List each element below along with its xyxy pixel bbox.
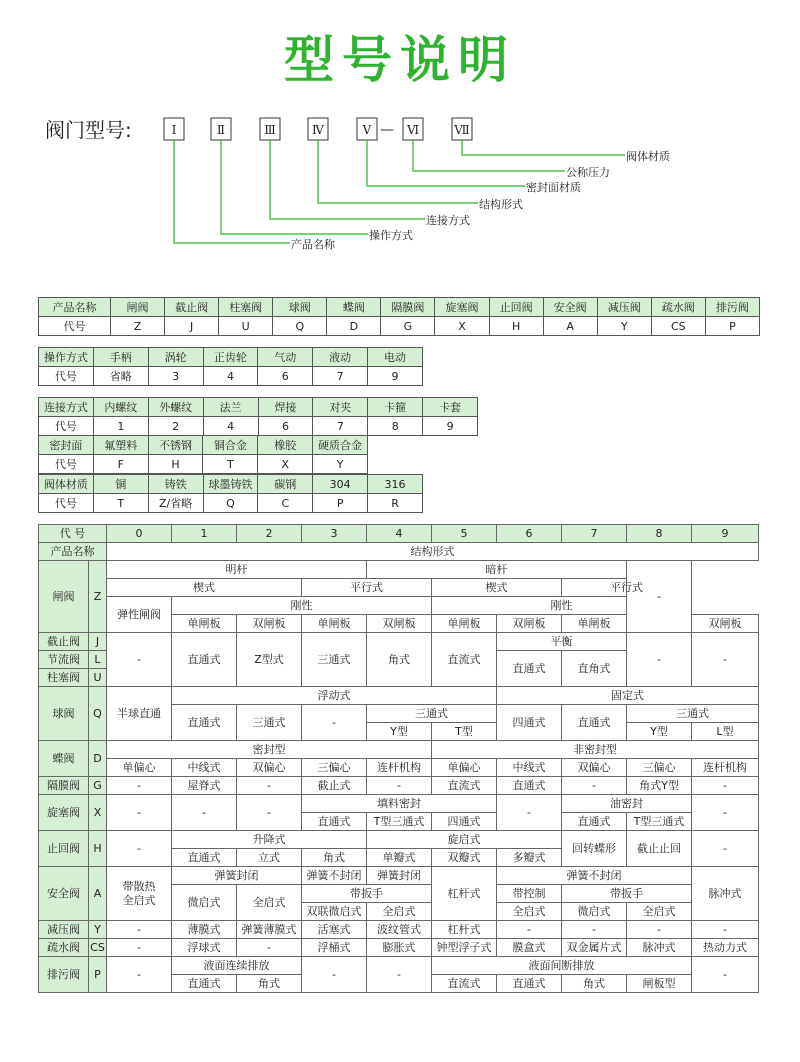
table-cell: - bbox=[627, 921, 692, 939]
table-cell: 内螺纹 bbox=[93, 398, 148, 417]
table-cell: 中线式 bbox=[172, 759, 237, 777]
table-cell: R bbox=[368, 494, 423, 513]
product-code-table bbox=[38, 297, 760, 336]
table-cell: 7 bbox=[313, 417, 368, 436]
table-cell: 带控制 bbox=[497, 885, 562, 903]
digit-header: 3 bbox=[302, 525, 367, 543]
table-cell: H bbox=[148, 455, 203, 474]
table-cell: 蝶阀 bbox=[327, 298, 381, 317]
table-cell: - bbox=[107, 777, 172, 795]
row-code: CS bbox=[89, 939, 107, 957]
table-cell: 直通式 bbox=[497, 777, 562, 795]
table-cell: 固定式 bbox=[497, 687, 759, 705]
table-cell: - bbox=[302, 705, 367, 741]
table-cell: 卡套 bbox=[423, 398, 478, 417]
table-cell: C bbox=[258, 494, 313, 513]
table-cell: 带扳手 bbox=[562, 885, 692, 903]
product-name-header: 产品名称 bbox=[39, 543, 107, 561]
table-cell: 不锈钢 bbox=[148, 436, 203, 455]
table-cell: - bbox=[497, 921, 562, 939]
row-name: 排污阀 bbox=[39, 957, 89, 993]
row-code: Q bbox=[89, 687, 107, 741]
table-cell: Y bbox=[597, 317, 651, 336]
table-cell: - bbox=[107, 921, 172, 939]
row-name: 安全阀 bbox=[39, 867, 89, 921]
table-cell: 3 bbox=[148, 367, 203, 386]
table-cell: 电动 bbox=[368, 348, 423, 367]
code-dash: — bbox=[380, 122, 394, 138]
table-cell: - bbox=[237, 777, 302, 795]
table-cell: - bbox=[237, 939, 302, 957]
table-cell: 单闸板 bbox=[432, 615, 497, 633]
code-box-4-label: Ⅳ bbox=[312, 123, 324, 137]
table-cell: 双偏心 bbox=[237, 759, 302, 777]
legend-connection: 连接方式 bbox=[426, 214, 470, 227]
row-code: Z bbox=[89, 561, 107, 633]
table-cell: 止回阀 bbox=[489, 298, 543, 317]
table-cell: - bbox=[627, 633, 692, 687]
row-name: 疏水阀 bbox=[39, 939, 89, 957]
table-cell: 排污阀 bbox=[705, 298, 759, 317]
table-cell: 全启式 bbox=[367, 903, 432, 921]
page-title: 型号说明 bbox=[284, 31, 516, 89]
table-cell: 直流式 bbox=[432, 633, 497, 687]
table-cell: 安全阀 bbox=[543, 298, 597, 317]
table-cell: 浮球式 bbox=[172, 939, 237, 957]
table-cell: - bbox=[107, 831, 172, 867]
table-cell: 铜 bbox=[93, 475, 148, 494]
row-name: 止回阀 bbox=[39, 831, 89, 867]
table-cell: 对夹 bbox=[313, 398, 368, 417]
code-box-3-label: Ⅲ bbox=[264, 123, 276, 137]
row-code: P bbox=[89, 957, 107, 993]
table-cell: 薄膜式 bbox=[172, 921, 237, 939]
table-cell: - bbox=[692, 957, 759, 993]
table-cell: Y型 bbox=[367, 723, 432, 741]
table-cell: Q bbox=[203, 494, 258, 513]
table-cell: 代号 bbox=[39, 317, 111, 336]
table-cell: 省略 bbox=[93, 367, 148, 386]
body-material-code-table bbox=[38, 474, 423, 513]
table-cell: - bbox=[692, 633, 759, 687]
table-cell: 直通式 bbox=[172, 705, 237, 741]
table-cell: 304 bbox=[313, 475, 368, 494]
table-cell: F bbox=[93, 455, 148, 474]
row-code: D bbox=[89, 741, 107, 777]
code-box-7-label: Ⅶ bbox=[454, 123, 470, 137]
row-name: 柱塞阀 bbox=[39, 669, 89, 687]
table-cell: 非密封型 bbox=[432, 741, 759, 759]
table-cell: 角式 bbox=[562, 975, 627, 993]
table-cell: G bbox=[381, 317, 435, 336]
table-cell: - bbox=[692, 921, 759, 939]
row-code: G bbox=[89, 777, 107, 795]
table-cell: 全启式 bbox=[237, 885, 302, 921]
table-cell: T bbox=[93, 494, 148, 513]
table-cell: H bbox=[489, 317, 543, 336]
seal-code-table bbox=[38, 435, 368, 474]
table-cell: 膨胀式 bbox=[367, 939, 432, 957]
table-cell: 膜盒式 bbox=[497, 939, 562, 957]
table-cell: - bbox=[367, 957, 432, 993]
table-cell: 9 bbox=[368, 367, 423, 386]
table-cell: P bbox=[705, 317, 759, 336]
table-cell: T型 bbox=[432, 723, 497, 741]
table-cell: 屋脊式 bbox=[172, 777, 237, 795]
table-cell: 楔式 bbox=[432, 579, 562, 597]
table-cell: - bbox=[562, 777, 627, 795]
table-cell: 铸铁 bbox=[148, 475, 203, 494]
table-cell: 9 bbox=[423, 417, 478, 436]
digit-header: 5 bbox=[432, 525, 497, 543]
table-cell: 浮桶式 bbox=[302, 939, 367, 957]
table-cell: 油密封 bbox=[562, 795, 692, 813]
table-cell: 三偏心 bbox=[302, 759, 367, 777]
table-cell: 闸阀 bbox=[111, 298, 165, 317]
table-cell: 半球直通 bbox=[107, 687, 172, 741]
table-cell: 4 bbox=[203, 367, 258, 386]
table-cell: 涡轮 bbox=[148, 348, 203, 367]
table-cell: 密封面 bbox=[39, 436, 94, 455]
table-cell: 热动力式 bbox=[692, 939, 759, 957]
table-cell: 铜合金 bbox=[203, 436, 258, 455]
table-cell: 刚性 bbox=[432, 597, 692, 615]
table-cell: 单偏心 bbox=[107, 759, 172, 777]
row-name: 减压阀 bbox=[39, 921, 89, 939]
table-cell: 平行式 bbox=[302, 579, 432, 597]
table-cell: 双联微启式 bbox=[302, 903, 367, 921]
table-cell: 液面连续排放 bbox=[172, 957, 302, 975]
row-code: U bbox=[89, 669, 107, 687]
table-cell: 四通式 bbox=[432, 813, 497, 831]
table-cell: 手柄 bbox=[93, 348, 148, 367]
table-cell: 脉冲式 bbox=[627, 939, 692, 957]
table-cell: 双闸板 bbox=[692, 615, 759, 633]
digit-header: 2 bbox=[237, 525, 302, 543]
table-cell: 楔式 bbox=[107, 579, 302, 597]
table-cell: Z/省略 bbox=[148, 494, 203, 513]
row-code: X bbox=[89, 795, 107, 831]
table-cell: 角式Y型 bbox=[627, 777, 692, 795]
table-cell: - bbox=[237, 795, 302, 831]
connection-code-table bbox=[38, 397, 478, 436]
table-cell: 直通式 bbox=[172, 975, 237, 993]
table-cell: X bbox=[435, 317, 489, 336]
table-cell: 全启式 bbox=[497, 903, 562, 921]
table-cell: 角式 bbox=[302, 849, 367, 867]
table-cell: 三通式 bbox=[237, 705, 302, 741]
table-cell: X bbox=[258, 455, 313, 474]
table-cell: 截止式 bbox=[302, 777, 367, 795]
table-cell: 直通式 bbox=[562, 705, 627, 741]
table-cell: 弹簧封闭 bbox=[172, 867, 302, 885]
table-cell: 全启式 bbox=[627, 903, 692, 921]
table-cell: 截止止回 bbox=[627, 831, 692, 867]
table-cell: 连杆机构 bbox=[692, 759, 759, 777]
legend-operation: 操作方式 bbox=[369, 229, 413, 242]
table-cell: Y型 bbox=[627, 723, 692, 741]
cell-line: 全启式 bbox=[122, 893, 156, 907]
table-cell: 脉冲式 bbox=[692, 867, 759, 921]
table-cell: 截止阀 bbox=[165, 298, 219, 317]
table-cell: 球阀 bbox=[273, 298, 327, 317]
table-cell: T bbox=[203, 455, 258, 474]
table-cell: 1 bbox=[93, 417, 148, 436]
table-cell: 直通式 bbox=[172, 849, 237, 867]
table-cell: 代号 bbox=[39, 455, 94, 474]
table-cell: - bbox=[107, 957, 172, 993]
table-cell: Z型式 bbox=[237, 633, 302, 687]
table-cell: - bbox=[562, 921, 627, 939]
table-cell: 单闸板 bbox=[562, 615, 627, 633]
table-cell: 球墨铸铁 bbox=[203, 475, 258, 494]
table-cell: 液面间断排放 bbox=[432, 957, 692, 975]
digit-header: 8 bbox=[627, 525, 692, 543]
table-cell: 密封型 bbox=[107, 741, 432, 759]
table-cell: 卡箍 bbox=[368, 398, 423, 417]
table-cell: 橡胶 bbox=[258, 436, 313, 455]
row-name: 截止阀 bbox=[39, 633, 89, 651]
table-cell: L型 bbox=[692, 723, 759, 741]
model-code-diagram bbox=[0, 0, 800, 260]
table-cell: 直通式 bbox=[302, 813, 367, 831]
model-label: 阀门型号: bbox=[45, 118, 132, 142]
table-cell: 6 bbox=[258, 367, 313, 386]
row-code: L bbox=[89, 651, 107, 669]
table-cell: 单闸板 bbox=[172, 615, 237, 633]
table-cell: - bbox=[107, 939, 172, 957]
table-cell: 焊接 bbox=[258, 398, 313, 417]
table-cell: 液动 bbox=[313, 348, 368, 367]
table-cell: 弹簧薄膜式 bbox=[237, 921, 302, 939]
table-cell: 单瓣式 bbox=[367, 849, 432, 867]
table-cell: - bbox=[497, 795, 562, 831]
row-name: 隔膜阀 bbox=[39, 777, 89, 795]
row-code: Y bbox=[89, 921, 107, 939]
code-box-5-label: Ⅴ bbox=[362, 123, 372, 137]
table-cell: 单偏心 bbox=[432, 759, 497, 777]
table-cell: T型三通式 bbox=[367, 813, 432, 831]
legend-pressure: 公称压力 bbox=[566, 166, 610, 179]
code-header: 代 号 bbox=[39, 525, 107, 543]
table-cell: 闸板型 bbox=[627, 975, 692, 993]
table-cell: 气动 bbox=[258, 348, 313, 367]
table-cell: 波纹管式 bbox=[367, 921, 432, 939]
table-cell: 杠杆式 bbox=[432, 867, 497, 921]
table-cell: 连杆机构 bbox=[367, 759, 432, 777]
table-cell: 弹簧不封闭 bbox=[497, 867, 692, 885]
legend-seal-material: 密封面材质 bbox=[526, 181, 581, 194]
table-cell: 明杆 bbox=[107, 561, 367, 579]
table-cell: 操作方式 bbox=[39, 348, 94, 367]
table-cell: 角式 bbox=[367, 633, 432, 687]
table-cell: 多瓣式 bbox=[497, 849, 562, 867]
table-cell: 刚性 bbox=[172, 597, 432, 615]
table-cell: D bbox=[327, 317, 381, 336]
table-cell: 平行式 bbox=[562, 579, 692, 597]
table-cell: 填料密封 bbox=[302, 795, 497, 813]
table-cell: - bbox=[692, 831, 759, 867]
table-cell: 三通式 bbox=[627, 705, 759, 723]
table-cell: 直通式 bbox=[497, 651, 562, 687]
table-cell: - bbox=[692, 777, 759, 795]
digit-header: 1 bbox=[172, 525, 237, 543]
table-cell: 4 bbox=[203, 417, 258, 436]
row-code: H bbox=[89, 831, 107, 867]
table-cell: 单闸板 bbox=[302, 615, 367, 633]
table-cell: A bbox=[543, 317, 597, 336]
row-name: 蝶阀 bbox=[39, 741, 89, 777]
table-cell: 双瓣式 bbox=[432, 849, 497, 867]
table-cell: 代号 bbox=[39, 367, 94, 386]
table-cell: 杠杆式 bbox=[432, 921, 497, 939]
table-cell bbox=[107, 867, 172, 921]
table-cell: 碳钢 bbox=[258, 475, 313, 494]
legend-body-material: 阀体材质 bbox=[626, 150, 670, 163]
table-cell: - bbox=[172, 795, 237, 831]
table-cell: 双金属片式 bbox=[562, 939, 627, 957]
code-box-2-label: Ⅱ bbox=[216, 123, 226, 137]
table-cell: 硬质合金 bbox=[313, 436, 368, 455]
legend-product-name: 产品名称 bbox=[291, 238, 335, 251]
row-name: 节流阀 bbox=[39, 651, 89, 669]
table-cell: - bbox=[107, 795, 172, 831]
table-cell: 8 bbox=[368, 417, 423, 436]
table-cell: 隔膜阀 bbox=[381, 298, 435, 317]
table-cell: 直流式 bbox=[432, 777, 497, 795]
table-cell: 双偏心 bbox=[562, 759, 627, 777]
digit-header: 0 bbox=[107, 525, 172, 543]
table-cell: 双闸板 bbox=[497, 615, 562, 633]
code-box-1-label: Ⅰ bbox=[171, 123, 177, 137]
digit-header: 6 bbox=[497, 525, 562, 543]
table-cell: 直流式 bbox=[432, 975, 497, 993]
table-cell: 外螺纹 bbox=[148, 398, 203, 417]
operation-code-table bbox=[38, 347, 423, 386]
table-cell: 代号 bbox=[39, 494, 94, 513]
table-cell: U bbox=[219, 317, 273, 336]
table-cell: 双闸板 bbox=[237, 615, 302, 633]
table-cell: 带扳手 bbox=[302, 885, 432, 903]
table-cell: 浮动式 bbox=[172, 687, 497, 705]
row-name: 球阀 bbox=[39, 687, 89, 741]
table-cell: - bbox=[367, 777, 432, 795]
table-cell: 钟型浮子式 bbox=[432, 939, 497, 957]
table-cell: 疏水阀 bbox=[651, 298, 705, 317]
table-cell: J bbox=[165, 317, 219, 336]
row-code: J bbox=[89, 633, 107, 651]
digit-header: 7 bbox=[562, 525, 627, 543]
table-cell: 微启式 bbox=[562, 903, 627, 921]
table-cell: 中线式 bbox=[497, 759, 562, 777]
table-cell: - bbox=[692, 795, 759, 831]
table-cell: - bbox=[627, 561, 692, 633]
table-cell: 产品名称 bbox=[39, 298, 111, 317]
table-cell: Y bbox=[313, 455, 368, 474]
table-cell: 三通式 bbox=[367, 705, 497, 723]
table-cell: P bbox=[313, 494, 368, 513]
table-cell: 旋塞阀 bbox=[435, 298, 489, 317]
table-cell: 平衡 bbox=[497, 633, 627, 651]
table-cell: 角式 bbox=[237, 975, 302, 993]
table-cell: 氟塑料 bbox=[93, 436, 148, 455]
table-cell: 316 bbox=[368, 475, 423, 494]
table-cell: 直通式 bbox=[562, 813, 627, 831]
table-cell: 三通式 bbox=[302, 633, 367, 687]
table-cell: 直角式 bbox=[562, 651, 627, 687]
table-cell: 直通式 bbox=[497, 975, 562, 993]
digit-header: 4 bbox=[367, 525, 432, 543]
table-cell: 暗杆 bbox=[367, 561, 627, 579]
structure-form-header: 结构形式 bbox=[107, 543, 759, 561]
table-cell: 旋启式 bbox=[367, 831, 562, 849]
table-cell: CS bbox=[651, 317, 705, 336]
table-cell: T型三通式 bbox=[627, 813, 692, 831]
table-cell: 直通式 bbox=[172, 633, 237, 687]
table-cell: 连接方式 bbox=[39, 398, 94, 417]
row-name: 闸阀 bbox=[39, 561, 89, 633]
code-box-6-label: Ⅵ bbox=[406, 123, 420, 137]
row-name: 旋塞阀 bbox=[39, 795, 89, 831]
table-cell: 柱塞阀 bbox=[219, 298, 273, 317]
digit-header: 9 bbox=[692, 525, 759, 543]
table-cell: 7 bbox=[313, 367, 368, 386]
table-cell: 双闸板 bbox=[367, 615, 432, 633]
table-cell: 6 bbox=[258, 417, 313, 436]
table-cell: 法兰 bbox=[203, 398, 258, 417]
table-cell: 弹性闸阀 bbox=[107, 597, 172, 633]
table-cell: 立式 bbox=[237, 849, 302, 867]
table-cell: Q bbox=[273, 317, 327, 336]
legend-structure: 结构形式 bbox=[479, 198, 523, 211]
row-code: A bbox=[89, 867, 107, 921]
table-cell: 四通式 bbox=[497, 705, 562, 741]
table-cell: 活塞式 bbox=[302, 921, 367, 939]
table-cell: 正齿轮 bbox=[203, 348, 258, 367]
table-cell: 微启式 bbox=[172, 885, 237, 921]
table-cell: 三偏心 bbox=[627, 759, 692, 777]
table-cell: 代号 bbox=[39, 417, 94, 436]
cell-line: 带散热 bbox=[122, 879, 156, 893]
table-cell: 2 bbox=[148, 417, 203, 436]
table-cell: 减压阀 bbox=[597, 298, 651, 317]
table-cell: 弹簧封闭 bbox=[367, 867, 432, 885]
table-cell: 阀体材质 bbox=[39, 475, 94, 494]
structure-form-table bbox=[38, 524, 759, 993]
table-cell: 弹簧不封闭 bbox=[302, 867, 367, 885]
table-cell: 回转蝶形 bbox=[562, 831, 627, 867]
table-cell: Z bbox=[111, 317, 165, 336]
table-cell: - bbox=[302, 957, 367, 993]
table-cell: - bbox=[107, 633, 172, 687]
table-cell: 升降式 bbox=[172, 831, 367, 849]
